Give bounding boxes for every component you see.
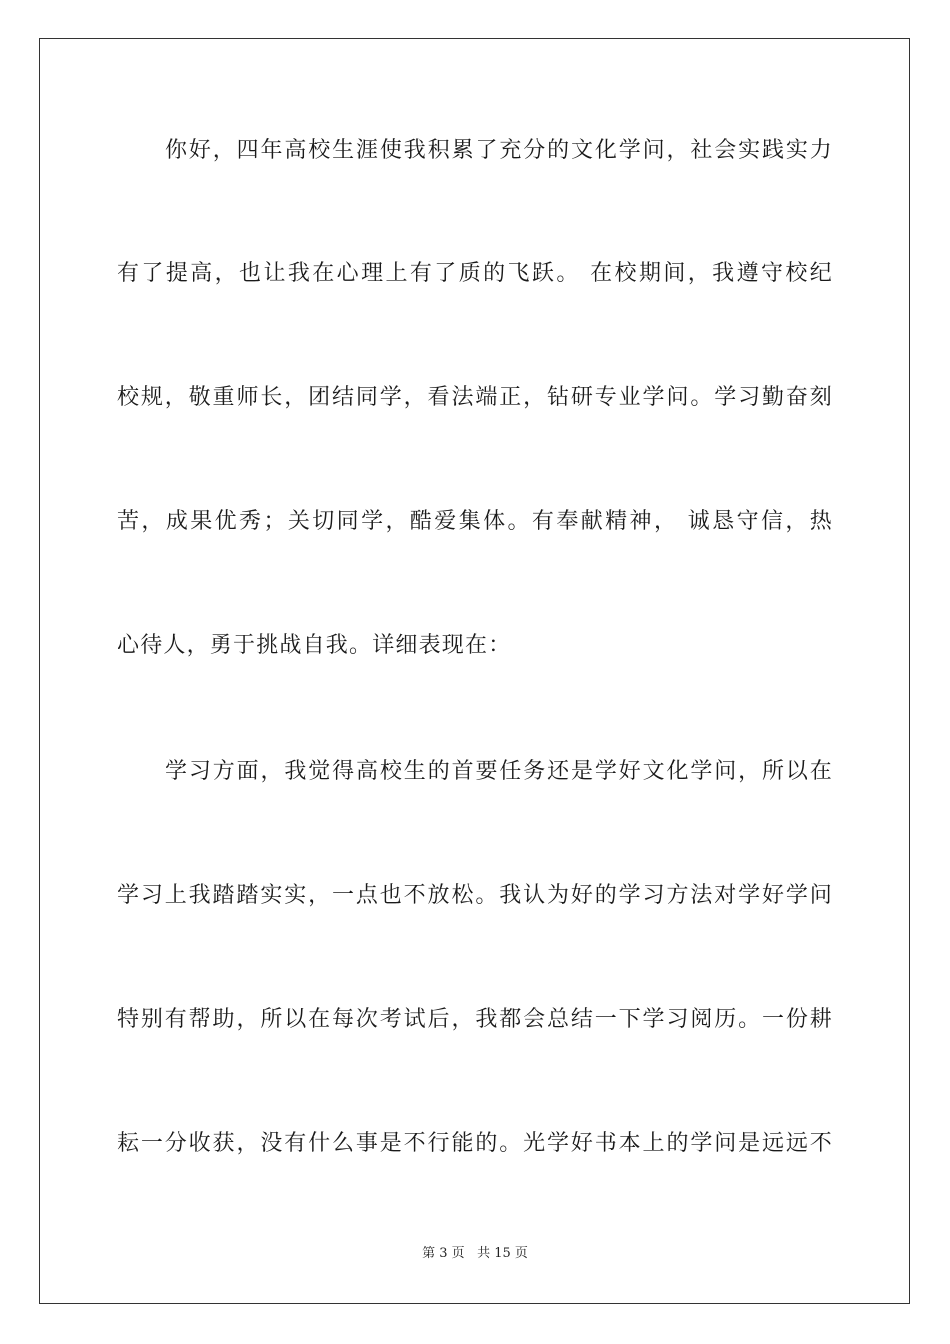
- paragraph-1-line-4: 苦，成果优秀；关切同学，酷爱集体。有奉献精神， 诚恳守信，热: [117, 509, 833, 534]
- page-number: 第 3 页: [422, 1246, 465, 1261]
- paragraph-1-line-2: 有了提高，也让我在心理上有了质的飞跃。 在校期间，我遵守校纪: [117, 261, 833, 286]
- paragraph-1-line-1: 你好，四年高校生涯使我积累了充分的文化学问，社会实践实力: [165, 138, 833, 163]
- paragraph-2-line-3: 特别有帮助，所以在每次考试后，我都会总结一下学习阅历。一份耕: [117, 1007, 833, 1032]
- paragraph-1-line-3: 校规，敬重师长，团结同学，看法端正，钻研专业学问。学习勤奋刻: [117, 385, 833, 410]
- total-pages: 共 15 页: [477, 1246, 528, 1261]
- paragraph-2-line-2: 学习上我踏踏实实，一点也不放松。我认为好的学习方法对学好学问: [117, 883, 833, 908]
- paragraph-2-line-1: 学习方面，我觉得高校生的首要任务还是学好文化学问，所以在: [165, 759, 833, 784]
- paragraph-2-line-4: 耘一分收获，没有什么事是不行能的。光学好书本上的学问是远远不: [117, 1131, 833, 1156]
- paragraph-1-line-5: 心待人，勇于挑战自我。详细表现在：: [117, 633, 512, 658]
- page-footer: [0, 1245, 950, 1263]
- page-border: [39, 38, 910, 1304]
